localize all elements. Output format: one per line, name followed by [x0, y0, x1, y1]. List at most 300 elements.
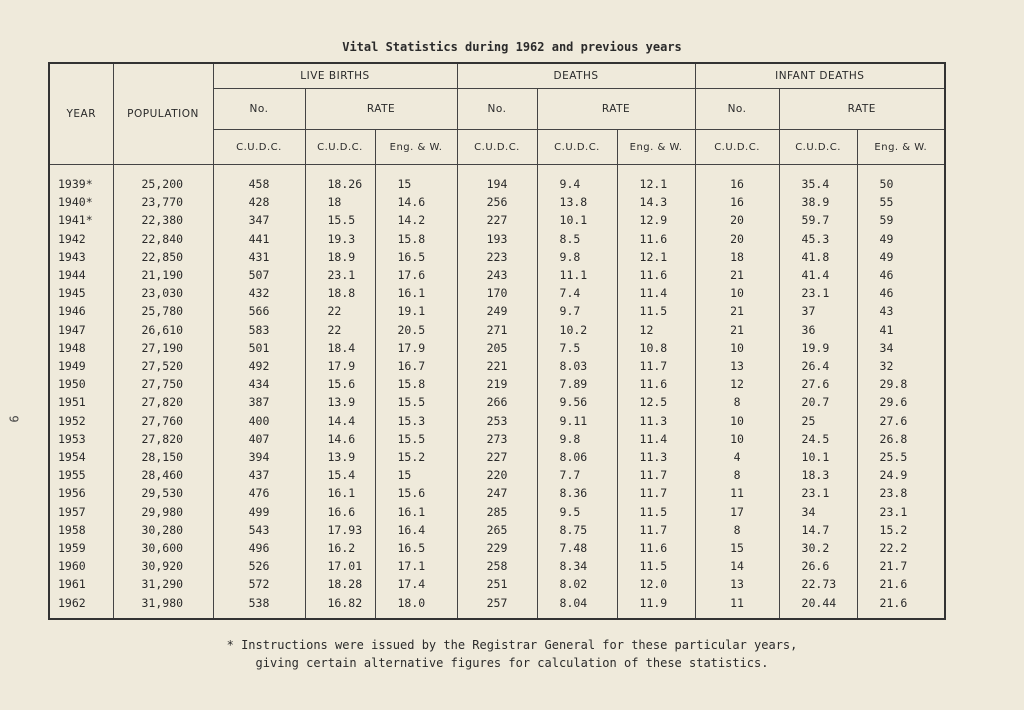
table-row [49, 302, 945, 320]
header-deaths-no-cudc: C.U.D.C. [457, 130, 537, 165]
table-row [49, 266, 945, 284]
cell-deaths-rate-cudc: 13.8 [537, 193, 617, 211]
cell-deaths-rate-cudc: 8.04 [537, 594, 617, 619]
table-row [49, 284, 945, 302]
cell-infant-deaths-rate-eng-w: 23.1 [857, 503, 945, 521]
table-row [49, 594, 945, 619]
cell-live-births-rate-eng-w: 15.5 [375, 393, 457, 411]
table-row [49, 539, 945, 557]
cell-population: 27,760 [113, 412, 213, 430]
cell-live-births-rate-eng-w: 16.5 [375, 539, 457, 557]
cell-year: 1961 [49, 575, 113, 593]
cell-live-births-no: 432 [213, 284, 305, 302]
cell-live-births-rate-cudc: 17.9 [305, 357, 375, 375]
cell-deaths-rate-eng-w: 12.1 [617, 248, 695, 266]
footnote [0, 636, 1024, 672]
cell-population: 28,460 [113, 466, 213, 484]
header-year: YEAR [49, 63, 113, 165]
cell-live-births-rate-eng-w: 16.1 [375, 503, 457, 521]
cell-live-births-no: 476 [213, 484, 305, 502]
cell-infant-deaths-no: 10 [695, 412, 779, 430]
cell-deaths-no: 220 [457, 466, 537, 484]
cell-population: 25,780 [113, 302, 213, 320]
cell-infant-deaths-rate-cudc: 23.1 [779, 484, 857, 502]
cell-year: 1955 [49, 466, 113, 484]
header-deaths: DEATHS [457, 63, 695, 89]
cell-year: 1949 [49, 357, 113, 375]
cell-population: 29,980 [113, 503, 213, 521]
cell-deaths-no: 271 [457, 321, 537, 339]
table-row [49, 357, 945, 375]
cell-live-births-no: 400 [213, 412, 305, 430]
cell-deaths-rate-cudc: 9.5 [537, 503, 617, 521]
cell-year: 1941* [49, 211, 113, 229]
cell-infant-deaths-no: 16 [695, 165, 779, 194]
cell-live-births-no: 499 [213, 503, 305, 521]
cell-infant-deaths-no: 17 [695, 503, 779, 521]
cell-live-births-rate-eng-w: 16.4 [375, 521, 457, 539]
cell-live-births-no: 507 [213, 266, 305, 284]
cell-deaths-rate-eng-w: 11.7 [617, 466, 695, 484]
cell-deaths-rate-eng-w: 11.6 [617, 375, 695, 393]
cell-live-births-no: 431 [213, 248, 305, 266]
cell-infant-deaths-rate-eng-w: 29.6 [857, 393, 945, 411]
cell-infant-deaths-rate-cudc: 14.7 [779, 521, 857, 539]
cell-infant-deaths-no: 12 [695, 375, 779, 393]
cell-infant-deaths-rate-eng-w: 24.9 [857, 466, 945, 484]
cell-deaths-no: 265 [457, 521, 537, 539]
cell-infant-deaths-rate-cudc: 36 [779, 321, 857, 339]
cell-population: 27,750 [113, 375, 213, 393]
cell-infant-deaths-rate-cudc: 59.7 [779, 211, 857, 229]
cell-infant-deaths-rate-cudc: 30.2 [779, 539, 857, 557]
cell-deaths-no: 253 [457, 412, 537, 430]
cell-live-births-rate-eng-w: 16.5 [375, 248, 457, 266]
cell-population: 30,280 [113, 521, 213, 539]
cell-infant-deaths-no: 13 [695, 575, 779, 593]
cell-deaths-rate-eng-w: 11.7 [617, 484, 695, 502]
cell-deaths-rate-cudc: 8.03 [537, 357, 617, 375]
cell-deaths-rate-eng-w: 11.7 [617, 357, 695, 375]
cell-infant-deaths-rate-eng-w: 32 [857, 357, 945, 375]
cell-deaths-no: 227 [457, 211, 537, 229]
cell-infant-deaths-rate-cudc: 24.5 [779, 430, 857, 448]
cell-infant-deaths-no: 20 [695, 230, 779, 248]
cell-live-births-rate-cudc: 13.9 [305, 393, 375, 411]
table-row [49, 211, 945, 229]
cell-infant-deaths-rate-eng-w: 55 [857, 193, 945, 211]
table-row [49, 412, 945, 430]
cell-infant-deaths-rate-eng-w: 23.8 [857, 484, 945, 502]
table-row [49, 430, 945, 448]
cell-population: 31,290 [113, 575, 213, 593]
cell-live-births-rate-eng-w: 15 [375, 165, 457, 194]
cell-year: 1940* [49, 193, 113, 211]
cell-live-births-rate-cudc: 15.4 [305, 466, 375, 484]
cell-live-births-rate-eng-w: 18.0 [375, 594, 457, 619]
cell-live-births-rate-cudc: 19.3 [305, 230, 375, 248]
cell-deaths-no: 258 [457, 557, 537, 575]
cell-infant-deaths-rate-cudc: 20.44 [779, 594, 857, 619]
cell-infant-deaths-no: 13 [695, 357, 779, 375]
header-live-births-rate-eng-w: Eng. & W. [375, 130, 457, 165]
cell-year: 1943 [49, 248, 113, 266]
cell-deaths-rate-eng-w: 11.6 [617, 539, 695, 557]
cell-deaths-no: 194 [457, 165, 537, 194]
cell-deaths-no: 193 [457, 230, 537, 248]
cell-infant-deaths-rate-eng-w: 41 [857, 321, 945, 339]
cell-deaths-rate-eng-w: 11.4 [617, 430, 695, 448]
cell-deaths-no: 266 [457, 393, 537, 411]
cell-infant-deaths-rate-eng-w: 49 [857, 230, 945, 248]
cell-infant-deaths-rate-eng-w: 46 [857, 284, 945, 302]
header-deaths-rate-cudc: C.U.D.C. [537, 130, 617, 165]
cell-live-births-rate-eng-w: 17.4 [375, 575, 457, 593]
cell-deaths-no: 221 [457, 357, 537, 375]
cell-live-births-rate-cudc: 18.9 [305, 248, 375, 266]
table-row [49, 521, 945, 539]
cell-population: 21,190 [113, 266, 213, 284]
cell-infant-deaths-no: 16 [695, 193, 779, 211]
cell-deaths-no: 273 [457, 430, 537, 448]
table-row [49, 466, 945, 484]
cell-deaths-rate-cudc: 10.1 [537, 211, 617, 229]
header-infant-deaths-no-cudc: C.U.D.C. [695, 130, 779, 165]
cell-live-births-rate-eng-w: 15.8 [375, 230, 457, 248]
cell-deaths-rate-cudc: 9.56 [537, 393, 617, 411]
cell-year: 1939* [49, 165, 113, 194]
table-row [49, 248, 945, 266]
header-infant-deaths: INFANT DEATHS [695, 63, 945, 89]
cell-infant-deaths-no: 10 [695, 339, 779, 357]
cell-live-births-rate-cudc: 17.93 [305, 521, 375, 539]
cell-live-births-no: 526 [213, 557, 305, 575]
page-title: Vital Statistics during 1962 and previous years [342, 40, 682, 54]
cell-deaths-rate-eng-w: 14.3 [617, 193, 695, 211]
header-population: POPULATION [113, 63, 213, 165]
table-row [49, 165, 945, 194]
cell-population: 23,030 [113, 284, 213, 302]
cell-infant-deaths-rate-cudc: 45.3 [779, 230, 857, 248]
cell-infant-deaths-rate-cudc: 25 [779, 412, 857, 430]
cell-infant-deaths-rate-eng-w: 21.7 [857, 557, 945, 575]
cell-deaths-no: 170 [457, 284, 537, 302]
cell-infant-deaths-rate-cudc: 34 [779, 503, 857, 521]
cell-live-births-rate-eng-w: 15.2 [375, 448, 457, 466]
cell-live-births-no: 347 [213, 211, 305, 229]
cell-year: 1954 [49, 448, 113, 466]
cell-live-births-rate-cudc: 22 [305, 302, 375, 320]
cell-infant-deaths-no: 14 [695, 557, 779, 575]
cell-year: 1948 [49, 339, 113, 357]
cell-infant-deaths-no: 11 [695, 484, 779, 502]
cell-infant-deaths-no: 10 [695, 430, 779, 448]
cell-infant-deaths-rate-eng-w: 49 [857, 248, 945, 266]
cell-infant-deaths-no: 21 [695, 321, 779, 339]
cell-deaths-rate-eng-w: 12 [617, 321, 695, 339]
cell-population: 27,820 [113, 393, 213, 411]
table-body [49, 165, 945, 619]
cell-live-births-rate-cudc: 16.1 [305, 484, 375, 502]
cell-deaths-rate-eng-w: 11.3 [617, 448, 695, 466]
cell-population: 25,200 [113, 165, 213, 194]
cell-infant-deaths-rate-eng-w: 25.5 [857, 448, 945, 466]
cell-deaths-rate-cudc: 8.75 [537, 521, 617, 539]
cell-deaths-rate-eng-w: 11.7 [617, 521, 695, 539]
header-live-births-no: No. [213, 89, 305, 130]
cell-deaths-rate-cudc: 7.5 [537, 339, 617, 357]
cell-population: 30,600 [113, 539, 213, 557]
cell-deaths-no: 251 [457, 575, 537, 593]
cell-year: 1960 [49, 557, 113, 575]
cell-infant-deaths-rate-cudc: 10.1 [779, 448, 857, 466]
cell-live-births-no: 441 [213, 230, 305, 248]
cell-deaths-rate-eng-w: 11.5 [617, 557, 695, 575]
cell-deaths-no: 229 [457, 539, 537, 557]
cell-deaths-no: 256 [457, 193, 537, 211]
cell-infant-deaths-rate-cudc: 20.7 [779, 393, 857, 411]
cell-deaths-no: 257 [457, 594, 537, 619]
cell-year: 1962 [49, 594, 113, 619]
cell-deaths-rate-cudc: 8.06 [537, 448, 617, 466]
cell-live-births-no: 428 [213, 193, 305, 211]
cell-infant-deaths-rate-cudc: 18.3 [779, 466, 857, 484]
cell-live-births-rate-cudc: 18.4 [305, 339, 375, 357]
cell-infant-deaths-rate-cudc: 19.9 [779, 339, 857, 357]
cell-deaths-rate-cudc: 7.7 [537, 466, 617, 484]
cell-infant-deaths-rate-cudc: 35.4 [779, 165, 857, 194]
cell-infant-deaths-no: 8 [695, 466, 779, 484]
cell-infant-deaths-rate-eng-w: 59 [857, 211, 945, 229]
cell-deaths-rate-cudc: 9.7 [537, 302, 617, 320]
cell-deaths-no: 219 [457, 375, 537, 393]
cell-deaths-rate-eng-w: 12.0 [617, 575, 695, 593]
cell-year: 1957 [49, 503, 113, 521]
cell-live-births-rate-eng-w: 16.1 [375, 284, 457, 302]
cell-live-births-rate-eng-w: 15 [375, 466, 457, 484]
cell-deaths-rate-cudc: 7.4 [537, 284, 617, 302]
cell-infant-deaths-rate-eng-w: 15.2 [857, 521, 945, 539]
cell-infant-deaths-rate-eng-w: 29.8 [857, 375, 945, 393]
cell-deaths-rate-eng-w: 11.9 [617, 594, 695, 619]
cell-live-births-rate-eng-w: 17.6 [375, 266, 457, 284]
cell-infant-deaths-no: 4 [695, 448, 779, 466]
cell-live-births-no: 538 [213, 594, 305, 619]
header-infant-deaths-no: No. [695, 89, 779, 130]
table-row [49, 321, 945, 339]
cell-live-births-rate-eng-w: 15.8 [375, 375, 457, 393]
cell-live-births-no: 387 [213, 393, 305, 411]
cell-deaths-rate-cudc: 7.89 [537, 375, 617, 393]
header-deaths-rate-eng-w: Eng. & W. [617, 130, 695, 165]
cell-live-births-no: 501 [213, 339, 305, 357]
cell-population: 28,150 [113, 448, 213, 466]
cell-population: 27,520 [113, 357, 213, 375]
vital-statistics-table [48, 62, 946, 620]
cell-deaths-rate-eng-w: 11.5 [617, 302, 695, 320]
cell-infant-deaths-no: 21 [695, 302, 779, 320]
cell-population: 22,840 [113, 230, 213, 248]
cell-infant-deaths-no: 10 [695, 284, 779, 302]
cell-deaths-rate-cudc: 11.1 [537, 266, 617, 284]
cell-live-births-no: 458 [213, 165, 305, 194]
cell-year: 1953 [49, 430, 113, 448]
cell-year: 1945 [49, 284, 113, 302]
cell-live-births-rate-cudc: 14.6 [305, 430, 375, 448]
cell-deaths-no: 205 [457, 339, 537, 357]
cell-live-births-rate-cudc: 15.6 [305, 375, 375, 393]
cell-live-births-rate-eng-w: 14.6 [375, 193, 457, 211]
cell-year: 1950 [49, 375, 113, 393]
cell-live-births-no: 492 [213, 357, 305, 375]
cell-live-births-no: 437 [213, 466, 305, 484]
cell-live-births-rate-eng-w: 19.1 [375, 302, 457, 320]
cell-deaths-rate-eng-w: 11.6 [617, 230, 695, 248]
header-infant-deaths-rate: RATE [779, 89, 945, 130]
header-deaths-no: No. [457, 89, 537, 130]
cell-population: 27,820 [113, 430, 213, 448]
cell-live-births-rate-cudc: 16.82 [305, 594, 375, 619]
cell-live-births-rate-cudc: 18 [305, 193, 375, 211]
table-row [49, 448, 945, 466]
cell-deaths-rate-cudc: 8.5 [537, 230, 617, 248]
cell-infant-deaths-rate-eng-w: 22.2 [857, 539, 945, 557]
cell-year: 1952 [49, 412, 113, 430]
header-deaths-rate: RATE [537, 89, 695, 130]
cell-infant-deaths-rate-eng-w: 26.8 [857, 430, 945, 448]
cell-infant-deaths-rate-eng-w: 50 [857, 165, 945, 194]
cell-population: 22,850 [113, 248, 213, 266]
table-row [49, 393, 945, 411]
cell-deaths-rate-cudc: 8.36 [537, 484, 617, 502]
cell-live-births-rate-cudc: 14.4 [305, 412, 375, 430]
cell-infant-deaths-no: 18 [695, 248, 779, 266]
cell-infant-deaths-rate-cudc: 27.6 [779, 375, 857, 393]
cell-deaths-rate-cudc: 9.11 [537, 412, 617, 430]
cell-live-births-rate-eng-w: 16.7 [375, 357, 457, 375]
cell-year: 1958 [49, 521, 113, 539]
table-row [49, 484, 945, 502]
header-live-births-rate-cudc: C.U.D.C. [305, 130, 375, 165]
cell-infant-deaths-no: 11 [695, 594, 779, 619]
cell-infant-deaths-rate-cudc: 26.6 [779, 557, 857, 575]
cell-deaths-rate-eng-w: 11.5 [617, 503, 695, 521]
table-row [49, 503, 945, 521]
cell-live-births-rate-cudc: 18.8 [305, 284, 375, 302]
cell-infant-deaths-rate-cudc: 41.8 [779, 248, 857, 266]
cell-year: 1944 [49, 266, 113, 284]
cell-live-births-rate-cudc: 13.9 [305, 448, 375, 466]
cell-infant-deaths-rate-cudc: 22.73 [779, 575, 857, 593]
cell-deaths-no: 285 [457, 503, 537, 521]
header-infant-deaths-rate-cudc: C.U.D.C. [779, 130, 857, 165]
cell-infant-deaths-rate-cudc: 37 [779, 302, 857, 320]
table-row [49, 375, 945, 393]
cell-live-births-rate-cudc: 17.01 [305, 557, 375, 575]
cell-population: 27,190 [113, 339, 213, 357]
cell-deaths-no: 243 [457, 266, 537, 284]
cell-population: 22,380 [113, 211, 213, 229]
table-row [49, 575, 945, 593]
cell-deaths-no: 223 [457, 248, 537, 266]
cell-deaths-rate-eng-w: 11.4 [617, 284, 695, 302]
cell-deaths-rate-cudc: 8.02 [537, 575, 617, 593]
header-live-births-rate: RATE [305, 89, 457, 130]
cell-year: 1951 [49, 393, 113, 411]
cell-live-births-no: 583 [213, 321, 305, 339]
cell-deaths-no: 249 [457, 302, 537, 320]
cell-live-births-rate-cudc: 22 [305, 321, 375, 339]
cell-live-births-rate-cudc: 16.6 [305, 503, 375, 521]
cell-infant-deaths-rate-eng-w: 46 [857, 266, 945, 284]
cell-live-births-no: 434 [213, 375, 305, 393]
cell-deaths-rate-cudc: 7.48 [537, 539, 617, 557]
header-live-births: LIVE BIRTHS [213, 63, 457, 89]
cell-live-births-no: 566 [213, 302, 305, 320]
cell-infant-deaths-rate-cudc: 23.1 [779, 284, 857, 302]
cell-year: 1947 [49, 321, 113, 339]
cell-deaths-rate-eng-w: 11.6 [617, 266, 695, 284]
table-row [49, 230, 945, 248]
cell-live-births-rate-cudc: 18.28 [305, 575, 375, 593]
cell-year: 1946 [49, 302, 113, 320]
cell-infant-deaths-no: 20 [695, 211, 779, 229]
cell-deaths-rate-eng-w: 11.3 [617, 412, 695, 430]
cell-live-births-rate-cudc: 18.26 [305, 165, 375, 194]
cell-infant-deaths-no: 15 [695, 539, 779, 557]
cell-live-births-rate-eng-w: 17.9 [375, 339, 457, 357]
cell-live-births-rate-eng-w: 14.2 [375, 211, 457, 229]
cell-live-births-rate-cudc: 23.1 [305, 266, 375, 284]
table-row [49, 557, 945, 575]
cell-deaths-rate-cudc: 9.8 [537, 248, 617, 266]
cell-live-births-rate-eng-w: 15.5 [375, 430, 457, 448]
cell-population: 23,770 [113, 193, 213, 211]
cell-deaths-rate-eng-w: 10.8 [617, 339, 695, 357]
cell-live-births-no: 572 [213, 575, 305, 593]
table-row [49, 193, 945, 211]
cell-live-births-rate-eng-w: 20.5 [375, 321, 457, 339]
cell-live-births-no: 407 [213, 430, 305, 448]
cell-live-births-rate-eng-w: 15.6 [375, 484, 457, 502]
cell-deaths-rate-cudc: 9.4 [537, 165, 617, 194]
cell-infant-deaths-no: 8 [695, 521, 779, 539]
cell-infant-deaths-rate-eng-w: 27.6 [857, 412, 945, 430]
cell-infant-deaths-rate-cudc: 41.4 [779, 266, 857, 284]
cell-population: 26,610 [113, 321, 213, 339]
cell-infant-deaths-rate-eng-w: 21.6 [857, 594, 945, 619]
cell-infant-deaths-rate-cudc: 38.9 [779, 193, 857, 211]
cell-live-births-rate-eng-w: 15.3 [375, 412, 457, 430]
cell-deaths-rate-eng-w: 12.1 [617, 165, 695, 194]
cell-population: 30,920 [113, 557, 213, 575]
cell-live-births-rate-cudc: 15.5 [305, 211, 375, 229]
cell-live-births-no: 394 [213, 448, 305, 466]
cell-infant-deaths-no: 21 [695, 266, 779, 284]
cell-infant-deaths-no: 8 [695, 393, 779, 411]
cell-live-births-no: 543 [213, 521, 305, 539]
footnote-line-1: * Instructions were issued by the Registrar General for these particular years, [226, 638, 798, 652]
cell-infant-deaths-rate-eng-w: 34 [857, 339, 945, 357]
page-number: 9 [6, 415, 21, 423]
cell-year: 1959 [49, 539, 113, 557]
cell-deaths-rate-cudc: 9.8 [537, 430, 617, 448]
cell-infant-deaths-rate-eng-w: 43 [857, 302, 945, 320]
table-row [49, 339, 945, 357]
header-infant-deaths-rate-eng-w: Eng. & W. [857, 130, 945, 165]
cell-year: 1956 [49, 484, 113, 502]
cell-deaths-no: 227 [457, 448, 537, 466]
